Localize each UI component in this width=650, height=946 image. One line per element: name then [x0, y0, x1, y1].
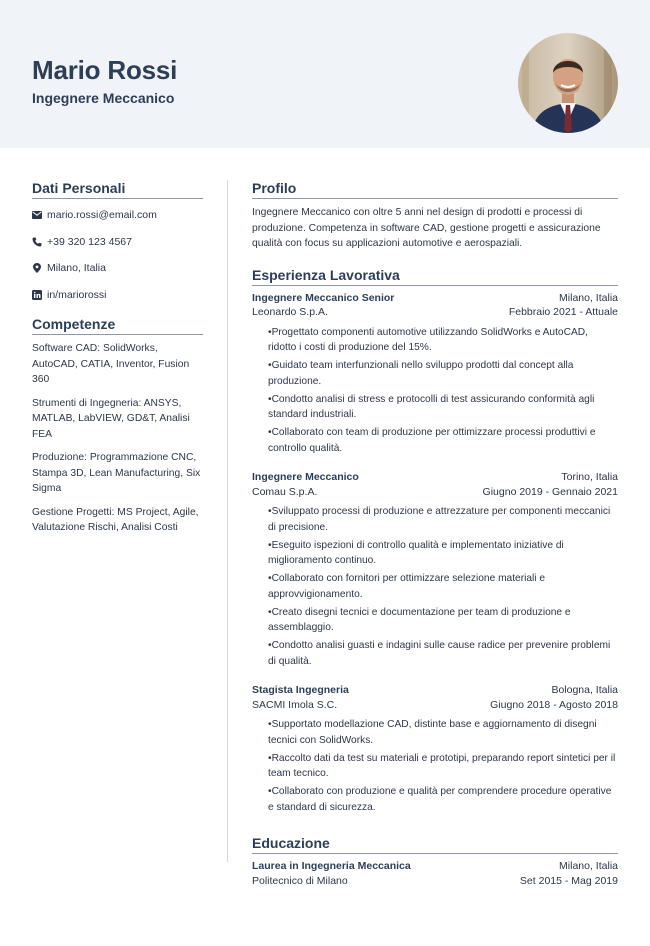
experience-section	[252, 267, 618, 816]
contact-list	[32, 199, 203, 308]
contact-phone[interactable]	[32, 229, 203, 256]
contact-location-text: Milano, Italia	[47, 262, 106, 275]
job-bullet: • Raccolto dati da test su materiali e prototipi, preparando report sintetici per il team tecnico.	[268, 751, 618, 782]
job-location: Milano, Italia	[559, 291, 618, 304]
job-entry	[252, 291, 618, 457]
skills-title: Competenze	[32, 316, 203, 335]
skill-item: Software CAD: SolidWorks, AutoCAD, CATIA, Inventor, Fusion 360	[32, 343, 190, 385]
education-school: Politecnico di Milano	[252, 874, 348, 887]
personal-data-title: Dati Personali	[32, 180, 203, 199]
job-bullets	[252, 504, 618, 669]
job-bullet: • Collaborato con team di produzione per ottimizzare processi produttivi e controllo qualità.	[268, 425, 618, 456]
candidate-name: Mario Rossi	[32, 55, 178, 85]
job-bullet: • Collaborato con fornitori per ottimizzare selezione materiali e approvvigionamento.	[268, 571, 618, 602]
job-bullet: • Collaborato con produzione e qualità per comprendere procedure operative e standard di sicurezza.	[268, 784, 618, 815]
contact-linkedin-text: in/mariorossi	[47, 288, 107, 301]
profile-title: Profilo	[252, 180, 618, 199]
job-bullet: • Creato disegni tecnici e documentazione per team di produzione e assemblaggio.	[268, 605, 618, 636]
job-title: Ingegnere Meccanico	[252, 471, 359, 483]
linkedin-icon	[32, 290, 42, 300]
left-column	[32, 180, 203, 544]
contact-email[interactable]	[32, 202, 203, 229]
job-company: Leonardo S.p.A.	[252, 306, 328, 318]
job-entry	[252, 470, 618, 669]
column-divider	[227, 180, 228, 862]
job-bullet: • Condotto analisi guasti e indagini sulle cause radice per prevenire problemi di qualità.	[268, 638, 618, 669]
job-bullets	[252, 325, 618, 457]
contact-linkedin[interactable]	[32, 282, 203, 309]
job-location: Torino, Italia	[561, 471, 618, 483]
skills-section	[32, 316, 203, 536]
education-title: Educazione	[252, 835, 618, 854]
contact-phone-text: +39 320 123 4567	[47, 235, 132, 248]
job-bullet: • Eseguito ispezioni di controllo qualità e implementato iniziative di miglioramento continuo.	[268, 538, 618, 569]
contact-email-text: mario.rossi@email.com	[47, 209, 157, 222]
job-dates: Giugno 2019 - Gennaio 2021	[482, 485, 618, 498]
job-entry	[252, 683, 618, 815]
phone-icon	[32, 237, 42, 247]
avatar	[518, 33, 618, 133]
skill-item: Strumenti di Ingegneria: ANSYS, MATLAB, LabVIEW, GD&T, Analisi FEA	[32, 397, 190, 440]
job-company: SACMI Imola S.C.	[252, 698, 338, 711]
job-bullet: • Guidato team interfunzionali nello sviluppo prodotti dal concept alla produzione.	[268, 358, 618, 389]
education-entry	[252, 859, 618, 888]
right-column	[252, 180, 618, 888]
education-section	[252, 835, 618, 888]
job-company: Comau S.p.A.	[252, 485, 318, 498]
candidate-role: Ingegnere Meccanico	[32, 90, 175, 106]
skill-item: Produzione: Programmazione CNC, Stampa 3D, Lean Manufacturing, Six Sigma	[32, 452, 201, 494]
job-title: Ingegnere Meccanico Senior	[252, 291, 395, 304]
education-dates: Set 2015 - Mag 2019	[519, 874, 618, 887]
email-icon	[32, 210, 42, 220]
contact-location	[32, 255, 203, 282]
job-title: Stagista Ingegneria	[252, 684, 349, 696]
job-bullet: • Sviluppato processi di produzione e attrezzature per componenti meccanici di precisione.	[268, 504, 618, 535]
location-pin-icon	[32, 263, 42, 273]
job-dates: Febbraio 2021 - Attuale	[508, 306, 618, 318]
education-degree: Laurea in Ingegneria Meccanica	[252, 860, 411, 872]
experience-title: Esperienza Lavorativa	[252, 267, 618, 286]
resume-header	[0, 0, 650, 148]
education-location: Milano, Italia	[559, 860, 618, 872]
job-dates: Giugno 2018 - Agosto 2018	[490, 698, 618, 711]
job-bullet: • Supportato modellazione CAD, distinte base e aggiornamento di disegni tecnici con SolidWorks.	[268, 717, 618, 748]
profile-text: Ingegnere Meccanico con oltre 5 anni nel design di prodotti e processi di produzione. Competenza in software CAD, gestione progetti e assicurazione qualità con focus su applicazioni automotive e aerospaziali.	[252, 207, 601, 249]
skill-item: Gestione Progetti: MS Project, Agile, Valutazione Rischi, Analisi Costi	[32, 506, 199, 533]
job-bullet: • Condotto analisi di stress e protocolli di test assicurando conformità agli standard industriali.	[268, 392, 618, 423]
job-location: Bologna, Italia	[551, 684, 618, 696]
job-bullet: • Progettato componenti automotive utilizzando SolidWorks e AutoCAD, ridotto i costi di produzione del 15%.	[268, 325, 618, 356]
job-bullets	[252, 717, 618, 815]
